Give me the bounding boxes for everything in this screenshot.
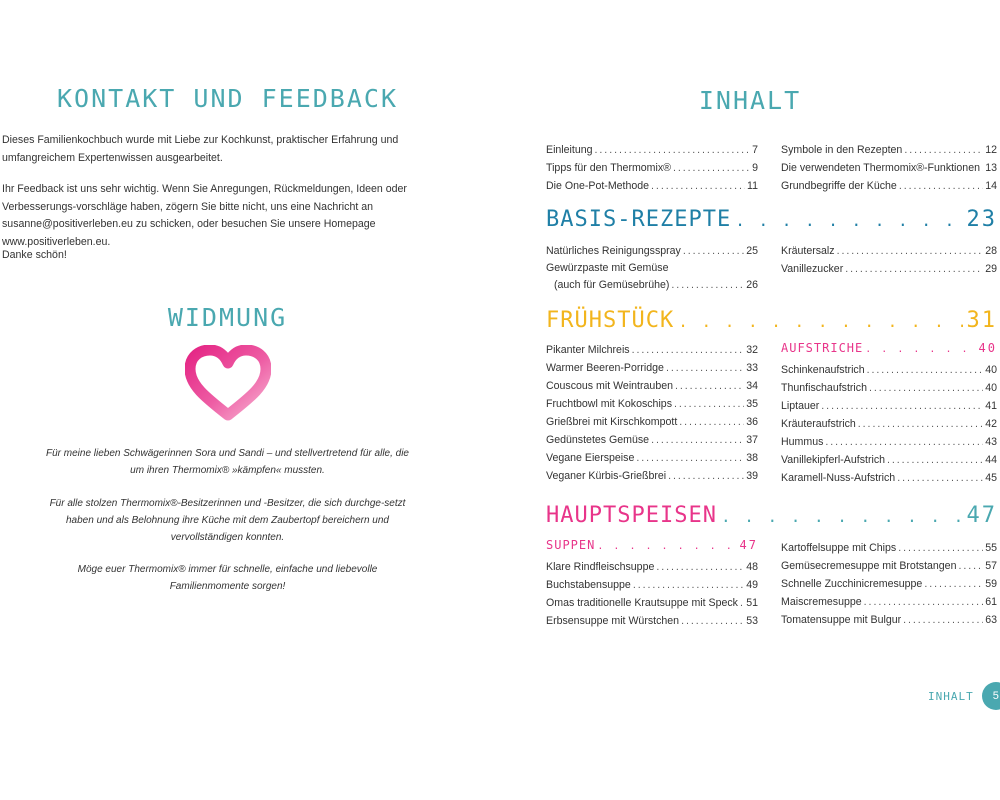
toc-fruehstueck-col-a (546, 341, 758, 485)
toc-entry[interactable] (781, 433, 997, 451)
section-title: BASIS-REZEPTE (546, 207, 732, 232)
toc-entry-title: Buchstabensuppe (546, 579, 631, 591)
toc-entry[interactable] (546, 612, 758, 630)
toc-entry-page: 36 (746, 416, 758, 428)
toc-entry-title: Schnelle Zucchinicremesuppe (781, 578, 923, 590)
toc-basis-col-b (781, 242, 997, 278)
toc-entry-title: Gemüsecremesuppe mit Brotstangen (781, 560, 957, 572)
toc-entry[interactable] (546, 341, 758, 359)
toc-entry[interactable] (781, 260, 997, 278)
toc-entry-page: 55 (985, 542, 997, 554)
toc-entry-title: Klare Rindfleischsuppe (546, 561, 655, 573)
toc-entry[interactable] (546, 594, 758, 612)
toc-entry-title: Gedünstetes Gemüse (546, 434, 650, 446)
toc-entry-title: Veganer Kürbis-Grießbrei (546, 470, 667, 482)
toc-entry-title: Grießbrei mit Kirschkompott (546, 416, 678, 428)
toc-entry-page: 57 (985, 560, 997, 572)
contact-title: KONTAKT UND FEEDBACK (56, 84, 399, 113)
toc-entry[interactable] (781, 451, 997, 469)
toc-entry[interactable] (546, 159, 758, 177)
toc-entry-title: Gewürzpaste mit Gemüse (546, 262, 669, 274)
toc-entry-page: 45 (985, 472, 997, 484)
toc-entry-title: Symbole in den Rezepten (781, 144, 903, 156)
toc-entry-page: 40 (985, 364, 997, 376)
toc-entry-page: 28 (985, 245, 997, 257)
toc-entry[interactable] (781, 469, 997, 487)
dedication-title: WIDMUNG (167, 303, 288, 332)
toc-entry-title: Karamell-Nuss-Aufstrich (781, 472, 896, 484)
toc-entry-page: 48 (746, 561, 758, 573)
section-fruehstueck[interactable] (546, 308, 997, 333)
toc-entry-page: 34 (746, 380, 758, 392)
toc-entry-page: 12 (985, 144, 997, 156)
toc-entry-page: 53 (746, 615, 758, 627)
toc-entry-page: 13 (985, 162, 997, 174)
toc-entry-title: Grundbegriffe der Küche (781, 180, 897, 192)
toc-entry[interactable] (781, 159, 997, 177)
toc-entry-page: 35 (746, 398, 758, 410)
toc-entry-title: Warmer Beeren-Porridge (546, 362, 664, 374)
toc-entry-title: Schinkenaufstrich (781, 364, 865, 376)
dedication-line-2: Für alle stolzen Thermomix®-Besitzerinnen und -Besitzer, die sich durchge-setzt haben und als Belohnung ihre Küche mit dem Zaubertopf bereichern und vervollständigen konnten. (49, 498, 406, 543)
toc-entry-title: Maiscremesuppe (781, 596, 862, 608)
contact-paragraph-2: Ihr Feedback ist uns sehr wichtig. Wenn Sie Anregungen, Rückmeldungen, Ideen oder Verbesserungs-vorschläge haben, zögern Sie bitte nicht, uns eine Nachricht an susanne@positiverleben.eu zu schicken, oder besuchen Sie unsere Homepage www.positiverleben.eu. (2, 183, 407, 248)
page-footer (928, 682, 1000, 710)
dedication-line-1: Für meine lieben Schwägerinnen Sora und Sandi – und stellvertretend für alle, die um ihren Thermomix® »kämpfen« mussten. (46, 448, 409, 476)
toc-entry-page: 29 (985, 263, 997, 275)
toc-entry-page: 42 (985, 418, 997, 430)
toc-hauptspeisen-col-a (546, 538, 758, 630)
toc-entry-title: Hummus (781, 436, 824, 448)
toc-entry-page: 59 (985, 578, 997, 590)
toc-entry[interactable] (546, 449, 758, 467)
contact-paragraph-1: Dieses Familienkochbuch wurde mit Liebe zur Kochkunst, praktischer Erfahrung und umfangreichem Expertenwissen ausgearbeitet. (2, 134, 399, 164)
toc-entry-page: 32 (746, 344, 758, 356)
section-hauptspeisen[interactable] (546, 503, 997, 528)
toc-entry[interactable] (546, 359, 758, 377)
toc-entry-title: Kräuteraufstrich (781, 418, 856, 430)
toc-entry[interactable] (546, 413, 758, 431)
toc-entry-page: 41 (985, 400, 997, 412)
toc-entry[interactable] (781, 539, 997, 557)
toc-intro-col-b (781, 141, 997, 195)
toc-entry-page: 11 (747, 180, 758, 192)
toc-entry-page: 37 (746, 434, 758, 446)
toc-entry[interactable] (546, 377, 758, 395)
toc-entry[interactable] (546, 242, 758, 260)
toc-entry-title: Omas traditionelle Krautsuppe mit Speck (546, 597, 738, 609)
toc-entry[interactable] (781, 611, 997, 629)
right-page (500, 0, 1000, 800)
toc-entry[interactable] (781, 141, 997, 159)
toc-entry-title: Liptauer (781, 400, 820, 412)
toc-entry-page: 38 (746, 452, 758, 464)
toc-entry-title: Kräutersalz (781, 245, 835, 257)
toc-entry[interactable] (781, 415, 997, 433)
toc-entry[interactable] (781, 379, 997, 397)
toc-entry-subtitle: (auch für Gemüsebrühe) (554, 279, 670, 291)
toc-entry[interactable] (546, 260, 758, 294)
toc-entry-page: 51 (746, 597, 758, 609)
toc-entry[interactable] (781, 177, 997, 195)
toc-entry-page: 9 (752, 162, 758, 174)
toc-entry-title: Die One-Pot-Methode (546, 180, 650, 192)
toc-entry[interactable] (546, 141, 758, 159)
toc-entry[interactable] (781, 361, 997, 379)
toc-intro-col-a (546, 141, 758, 195)
section-page: 47 (966, 503, 997, 528)
toc-entry-page: 7 (752, 144, 758, 156)
toc-entry-title: Natürliches Reinigungsspray (546, 245, 681, 257)
section-basis-rezepte[interactable] (546, 207, 997, 232)
toc-entry-page: 14 (985, 180, 997, 192)
section-title: HAUPTSPEISEN (546, 503, 717, 528)
toc-entry[interactable] (546, 395, 758, 413)
dedication-line-3: Möge euer Thermomix® immer für schnelle, einfache und liebevolle Familienmomente sorgen! (77, 564, 378, 592)
toc-entry-page: 44 (985, 454, 997, 466)
toc-title: INHALT (698, 86, 802, 115)
toc-entry-title: Vegane Eierspeise (546, 452, 635, 464)
toc-entry[interactable] (781, 557, 997, 575)
page-number-badge: 5 (982, 682, 1000, 710)
section-page: 23 (966, 207, 997, 232)
toc-entry[interactable] (546, 177, 758, 195)
toc-entry-title: Couscous mit Weintrauben (546, 380, 673, 392)
toc-entry-page: 43 (985, 436, 997, 448)
toc-entry-page: 61 (985, 596, 997, 608)
section-title: FRÜHSTÜCK (546, 308, 675, 333)
subsection-suppen[interactable]: SUPPEN . . . 47 (546, 538, 758, 558)
toc-entry-title: Kartoffelsuppe mit Chips (781, 542, 897, 554)
toc-entry-page: 39 (746, 470, 758, 482)
toc-entry-page: 25 (746, 245, 758, 257)
toc-entry-title: Vanillekipferl-Aufstrich (781, 454, 886, 466)
footer-label: INHALT (928, 689, 974, 703)
toc-entry[interactable] (546, 431, 758, 449)
toc-entry-title: Vanillezucker (781, 263, 844, 275)
toc-entry[interactable] (781, 593, 997, 611)
toc-entry-title: Fruchtbowl mit Kokoschips (546, 398, 672, 410)
toc-basis-col-a (546, 242, 758, 294)
toc-entry-page: 49 (746, 579, 758, 591)
watercolor-heart-icon (185, 345, 271, 421)
toc-entry-title: Einleitung (546, 144, 593, 156)
section-page: 31 (966, 308, 997, 333)
toc-entry-title: Tipps für den Thermomix® (546, 162, 671, 174)
contact-thanks: Danke schön! (2, 249, 67, 261)
toc-entry-title: Die verwendeten Thermomix®-Funktionen (781, 162, 980, 174)
toc-hauptspeisen-col-b (781, 539, 997, 629)
toc-entry-page: 26 (746, 279, 758, 291)
toc-entry-title: Tomatensuppe mit Bulgur (781, 614, 902, 626)
subsection-aufstriche[interactable]: AUFSTRICHE . . . 40 (781, 341, 997, 361)
toc-entry[interactable] (546, 558, 758, 576)
toc-entry[interactable] (781, 575, 997, 593)
toc-entry[interactable] (546, 576, 758, 594)
toc-entry-page: 40 (985, 382, 997, 394)
toc-entry[interactable] (781, 397, 997, 415)
toc-entry-title: Erbsensuppe mit Würstchen (546, 615, 680, 627)
toc-entry[interactable] (546, 467, 758, 485)
toc-entry-title: Pikanter Milchreis (546, 344, 630, 356)
toc-entry-page: 33 (746, 362, 758, 374)
toc-entry-title: Thunfischaufstrich (781, 382, 867, 394)
toc-entry-page: 63 (985, 614, 997, 626)
toc-entry[interactable] (781, 242, 997, 260)
toc-fruehstueck-col-b (781, 341, 997, 487)
